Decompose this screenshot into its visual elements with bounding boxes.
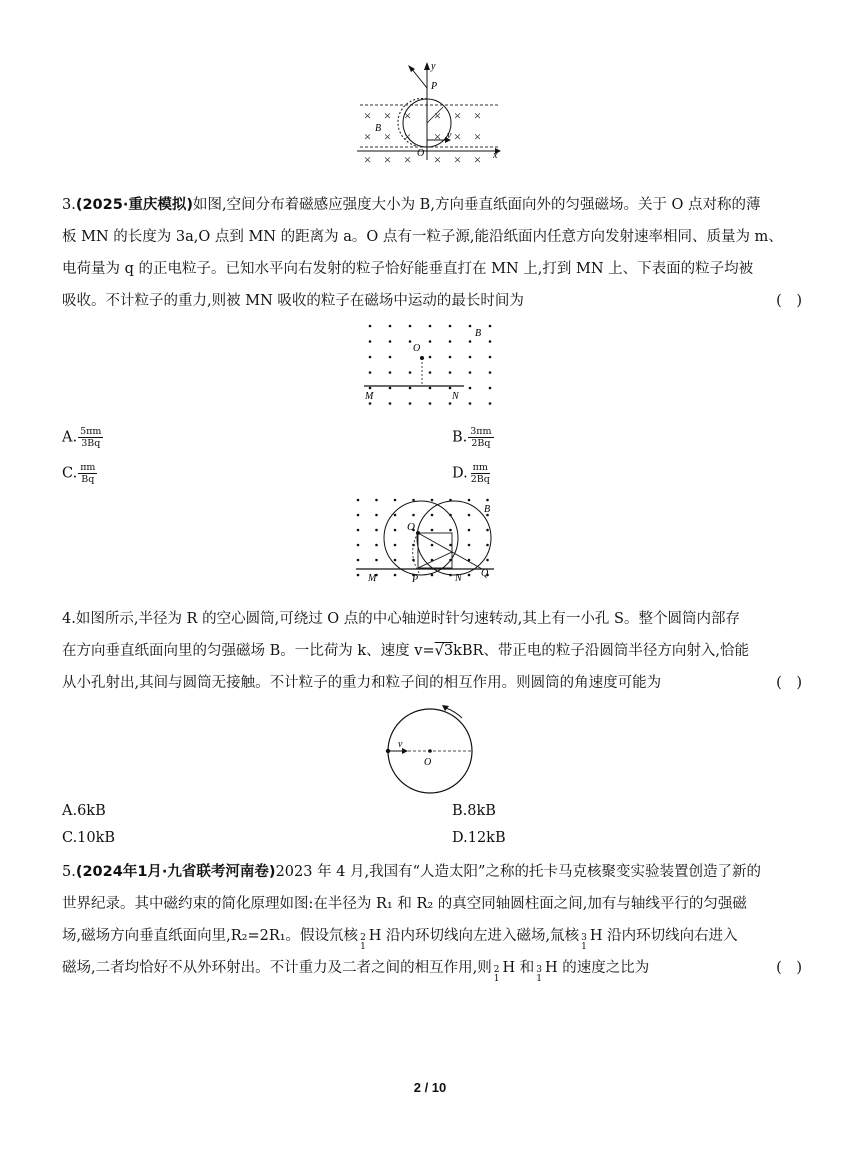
field-dot: [449, 387, 452, 390]
field-dot: [409, 402, 412, 405]
field-dot: [469, 356, 472, 359]
field-dot: [486, 529, 489, 532]
field-dot: [468, 574, 471, 577]
field-dot: [429, 340, 432, 343]
field-dot: [449, 340, 452, 343]
field-dot: [469, 387, 472, 390]
field-dot: [375, 529, 378, 532]
field-dot: [449, 529, 452, 532]
top-figure: [355, 60, 505, 168]
field-dot: [357, 499, 360, 502]
svg-text:×: ×: [403, 108, 412, 123]
q3-fig-m: M: [365, 391, 374, 402]
q3-option-b: B. $\frac{3\pi m}{2Bq}$: [452, 426, 492, 449]
field-dot: [469, 371, 472, 374]
svg-text:×: ×: [453, 152, 462, 167]
svg-text:×: ×: [433, 108, 442, 123]
field-dot: [394, 499, 397, 502]
field-dot: [409, 387, 412, 390]
field-dot: [486, 544, 489, 547]
q3s-fig-m: M: [368, 573, 377, 584]
fig-label-p: P: [431, 81, 438, 92]
q5-line1: 2023 年 4 月,我国有“人造太阳”之称的托卡马克核聚变实验装置创造了新的: [275, 864, 761, 880]
q4-figure: [384, 702, 484, 798]
svg-text:×: ×: [453, 129, 462, 144]
field-dot: [489, 371, 492, 374]
field-dot: [468, 499, 471, 502]
field-dot: [369, 340, 372, 343]
field-dot: [489, 340, 492, 343]
field-dot: [394, 514, 397, 517]
q3s-fig-b: B: [484, 504, 491, 515]
q5-line3c: H 沿内环切线向右进入: [589, 928, 738, 944]
q3-number: 3.: [62, 197, 76, 213]
fig-label-y: y: [431, 61, 436, 72]
field-dot: [489, 356, 492, 359]
q3s-fig-n: N: [455, 573, 462, 584]
q3-line1: 如图,空间分布着磁感应强度大小为 B,方向垂直纸面向外的匀强磁场。关于 O 点对称的薄: [192, 197, 761, 213]
field-dot: [409, 340, 412, 343]
q4-line2a: 在方向垂直纸面向里的匀强磁场 B。一比荷为 k、速度 v=: [62, 643, 435, 659]
svg-text:×: ×: [403, 129, 412, 144]
page-number: 2 / 10: [413, 1080, 447, 1095]
field-dot: [489, 325, 492, 328]
field-dot: [449, 325, 452, 328]
q4-line1: 如图所示,半径为 R 的空心圆筒,可绕过 O 点的中心轴逆时针匀速转动,其上有一小孔 S。整个圆筒内部存: [75, 611, 740, 627]
q4-option-c: C.10kB: [62, 830, 116, 846]
q4-option-d: D.12kB: [452, 830, 506, 846]
field-dot: [468, 514, 471, 517]
field-dot: [429, 356, 432, 359]
svg-text:×: ×: [453, 108, 462, 123]
field-dot: [486, 499, 489, 502]
q5-line4a: 磁场,二者均恰好不从外环射出。不计重力及二者之间的相互作用,则: [62, 960, 492, 976]
field-dot: [489, 387, 492, 390]
field-dot: [389, 402, 392, 405]
q4-option-b: B.8kB: [452, 803, 496, 819]
sqrt-3: √3: [434, 643, 454, 659]
field-dot: [468, 529, 471, 532]
svg-text:×: ×: [473, 108, 482, 123]
deuteron-symbol: 2 1: [360, 933, 366, 952]
question-3: [62, 189, 802, 317]
fig-label-v: v: [447, 130, 452, 141]
answer-bracket: ( ): [776, 293, 802, 309]
triton-symbol: 3 1: [536, 965, 542, 984]
q3-fig-b: B: [475, 328, 482, 339]
answer-bracket: ( ): [776, 675, 802, 691]
answer-bracket: ( ): [776, 960, 802, 976]
svg-text:×: ×: [363, 152, 372, 167]
q3-option-a: A. $\frac{5\pi m}{3Bq}$: [62, 426, 102, 449]
field-dot: [489, 402, 492, 405]
q4-line2c: kBR、带正电的粒子沿圆筒半径方向射入,恰能: [453, 643, 750, 659]
field-dot: [369, 356, 372, 359]
q3-line4: 吸收。不计粒子的重力,则被 MN 吸收的粒子在磁场中运动的最长时间为: [62, 293, 524, 309]
field-dot: [429, 402, 432, 405]
q4-fig-v: v: [398, 739, 403, 750]
field-dot: [394, 574, 397, 577]
question-4: [62, 603, 802, 699]
field-dot: [375, 499, 378, 502]
field-dot: [412, 499, 415, 502]
field-dot: [429, 371, 432, 374]
q3-fig-n: N: [452, 391, 459, 402]
q5-source: (2024年1月·九省联考河南卷): [75, 864, 276, 880]
field-dot: [431, 544, 434, 547]
field-dot: [449, 371, 452, 374]
q3-source: (2025·重庆模拟): [75, 197, 193, 213]
svg-text:×: ×: [383, 129, 392, 144]
svg-text:×: ×: [363, 129, 372, 144]
field-dot: [369, 371, 372, 374]
field-dot: [468, 544, 471, 547]
question-5: [62, 856, 802, 984]
q5-line2: 世界纪录。其中磁约束的简化原理如图:在半径为 R₁ 和 R₂ 的真空同轴圆柱面之间,加有与轴线平行的匀强磁: [62, 896, 747, 912]
field-dot: [469, 325, 472, 328]
field-dot: [375, 559, 378, 562]
q3-fig-o: O: [413, 343, 421, 354]
field-dot: [429, 325, 432, 328]
q3-line2: 板 MN 的长度为 3a,O 点到 MN 的距离为 a。O 点有一粒子源,能沿纸面内任意方向发射速率相同、质量为 m、: [62, 229, 783, 245]
field-dot: [469, 340, 472, 343]
deuteron-symbol: 2 1: [493, 965, 500, 984]
q5-line4b: H 和: [502, 960, 535, 976]
field-dot: [369, 402, 372, 405]
field-dot: [409, 325, 412, 328]
svg-text:×: ×: [433, 129, 442, 144]
field-dot: [389, 325, 392, 328]
field-dot: [389, 356, 392, 359]
svg-text:×: ×: [473, 152, 482, 167]
field-dot: [409, 371, 412, 374]
triton-symbol: 3 1: [581, 933, 587, 952]
q3-option-c: C. $\frac{\pi m}{Bq}$: [62, 462, 96, 485]
field-dot: [357, 514, 360, 517]
q3-option-d: D. $\frac{\pi m}{2Bq}$: [452, 462, 490, 485]
field-dot: [431, 514, 434, 517]
q3-solution-figure: [354, 494, 504, 588]
q5-line3b: H 沿内环切线向左进入磁场,氚核: [368, 928, 580, 944]
field-dot: [449, 544, 452, 547]
field-dot: [469, 402, 472, 405]
field-dot: [389, 340, 392, 343]
q3-figure: [362, 318, 500, 414]
svg-text:×: ×: [433, 152, 442, 167]
svg-text:×: ×: [383, 108, 392, 123]
field-dot: [449, 402, 452, 405]
field-dot: [357, 544, 360, 547]
field-dot: [389, 387, 392, 390]
q4-option-a: A.6kB: [62, 803, 106, 819]
field-dot: [357, 529, 360, 532]
q3s-fig-o: O: [407, 521, 415, 533]
q5-line3a: 场,磁场方向垂直纸面向里,R₂=2R₁。假设氘核: [62, 928, 359, 944]
field-dot: [486, 559, 489, 562]
fig-label-x: x: [493, 150, 498, 161]
field-dot: [449, 356, 452, 359]
q3-line3: 电荷量为 q 的正电粒子。已知水平向右发射的粒子恰好能垂直打在 MN 上,打到 MN 上、下表面的粒子均被: [62, 261, 754, 277]
field-dot: [412, 514, 415, 517]
field-dot: [375, 544, 378, 547]
svg-text:×: ×: [383, 152, 392, 167]
fig-label-o: O: [417, 148, 425, 159]
svg-text:×: ×: [363, 108, 372, 123]
q4-number: 4.: [62, 611, 76, 627]
field-dot: [431, 529, 434, 532]
field-dot: [394, 559, 397, 562]
q3s-fig-q: Q: [481, 568, 489, 579]
q3s-fig-p: P: [412, 574, 419, 585]
q4-fig-o: O: [424, 757, 432, 768]
field-dot: [369, 325, 372, 328]
field-dot: [369, 387, 372, 390]
q5-line4c: H 的速度之比为: [544, 960, 650, 976]
field-dot: [357, 574, 360, 577]
q5-number: 5.: [62, 864, 76, 880]
q4-line3: 从小孔射出,其间与圆筒无接触。不计粒子的重力和粒子间的相互作用。则圆筒的角速度可能为: [62, 675, 662, 691]
field-dot: [394, 544, 397, 547]
fig-label-b: B: [375, 123, 382, 134]
svg-text:×: ×: [403, 152, 412, 167]
field-dot: [357, 559, 360, 562]
field-dot: [389, 371, 392, 374]
field-dot: [375, 514, 378, 517]
field-dot: [429, 387, 432, 390]
svg-text:×: ×: [473, 129, 482, 144]
field-dot: [394, 529, 397, 532]
field-dot: [431, 499, 434, 502]
